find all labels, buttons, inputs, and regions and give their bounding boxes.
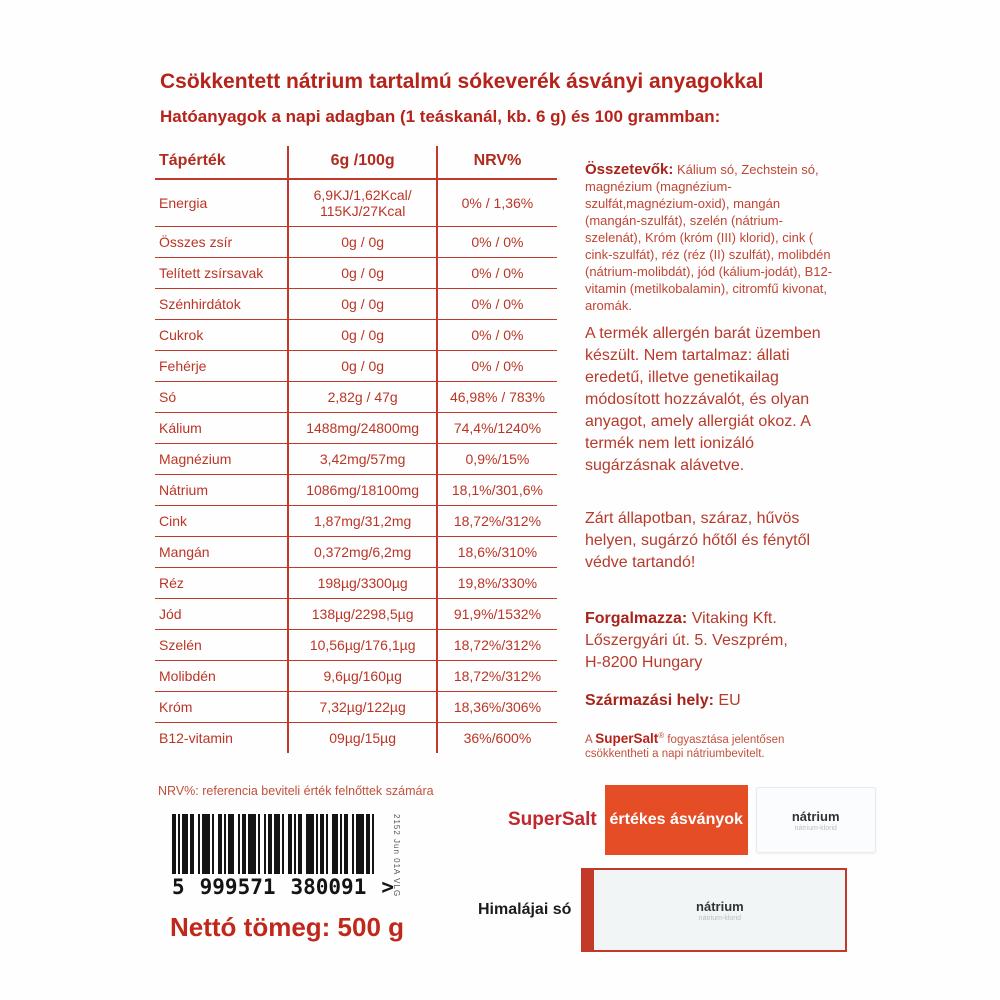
- table-row: Szelén 10,56µg/176,1µg 18,72%/312%: [155, 630, 557, 661]
- supersalt-brand: SuperSalt: [595, 730, 659, 746]
- column-header-amount: 6g /100g: [288, 146, 436, 179]
- storage-paragraph: Zárt állapotban, száraz, hűvös helyen, sugárzó hőtől és fénytől védve tartandó!: [585, 510, 811, 571]
- table-header-row: [155, 146, 557, 179]
- table-row: Kálium 1488mg/24800mg 74,4%/1240%: [155, 413, 557, 444]
- ingredients-label: Összetevők:: [585, 161, 674, 178]
- barcode-digits: [172, 875, 394, 899]
- barcode-digit-group1: 999571: [199, 875, 276, 899]
- distributor-paragraph: Forgalmazza: Vitaking Kft. Lőszergyári út. 5. Veszprém, H-8200 Hungary: [585, 610, 788, 671]
- table-row: Energia 6,9KJ/1,62Kcal/ 115KJ/27Kcal 0% / 1,36%: [155, 179, 557, 227]
- sodium-card-supersalt: [756, 787, 876, 853]
- table-row: Réz 198µg/3300µg 19,8%/330%: [155, 568, 557, 599]
- page-subtitle: Hatóanyagok a napi adagban (1 teáskanál, kb. 6 g) és 100 grammban:: [160, 107, 721, 126]
- nutrition-table-body: [155, 179, 557, 753]
- table-row: Magnézium 3,42mg/57mg 0,9%/15%: [155, 444, 557, 475]
- nutrition-table: [155, 146, 557, 753]
- himalayan-salt-label: Himalájai só: [478, 901, 572, 918]
- sodium-card-subtitle: nátrium-klorid: [794, 824, 837, 832]
- table-row: Cink 1,87mg/31,2mg 18,72%/312%: [155, 506, 557, 537]
- sodium-card2-title: nátrium: [696, 898, 744, 914]
- sodium-card2-subtitle: nátrium-klorid: [698, 914, 742, 922]
- supersalt-note: A SuperSalt® fogyasztása jelentősen csökkentheti a napi nátriumbevitelt.: [585, 730, 785, 761]
- table-row: Fehérje 0g / 0g 0% / 0%: [155, 351, 557, 382]
- sodium-card-title: nátrium: [791, 808, 840, 824]
- table-row: Nátrium 1086mg/18100mg 18,1%/301,6%: [155, 475, 557, 506]
- table-row: Cukrok 0g / 0g 0% / 0%: [155, 320, 557, 351]
- minerals-badge: értékes ásványok: [605, 785, 748, 855]
- logo-row-himalayan: [478, 868, 847, 952]
- barcode-digit-group2: 380091: [290, 875, 367, 899]
- net-weight: Nettó tömeg: 500 g: [170, 912, 405, 942]
- barcode-block: [172, 814, 412, 899]
- table-row: Jód 138µg/2298,5µg 91,9%/1532%: [155, 599, 557, 630]
- page-title: Csökkentett nátrium tartalmú sókeverék ásványi anyagokkal: [160, 70, 764, 93]
- column-header-nutrient: Tápérték: [155, 146, 288, 179]
- table-row: Szénhirdátok 0g / 0g 0% / 0%: [155, 289, 557, 320]
- table-row: Só 2,82g / 47g 46,98% / 783%: [155, 382, 557, 413]
- table-row: Telített zsírsavak 0g / 0g 0% / 0%: [155, 258, 557, 289]
- barcode-digit-left: 5: [172, 875, 185, 899]
- barcode-side-text: 2152 Jun 01A VLG: [392, 814, 401, 898]
- barcode-arrow: >: [381, 875, 394, 899]
- nrv-footnote: NRV%: referencia beviteli érték felnőttek számára: [158, 784, 434, 798]
- allergen-paragraph: A termék allergén barát üzemben készült. Nem tartalmaz: állati eredetű, illetve genetikailag módosított hozzávalót, és olyan anyagot, amely allergiát okoz. A termék nem lett ionizáló sugárzásnak alávetve.: [585, 325, 821, 474]
- red-strip: [583, 870, 594, 950]
- supersalt-logo: SuperSalt: [508, 809, 597, 830]
- sodium-card-himalayan: [581, 868, 847, 952]
- origin-paragraph: Származási hely: EU: [585, 692, 741, 709]
- logo-row-supersalt: [508, 785, 876, 855]
- distributor-label: Forgalmazza:: [585, 610, 688, 627]
- origin-label: Származási hely:: [585, 692, 714, 709]
- barcode-bars: [172, 814, 412, 874]
- table-row: Króm 7,32µg/122µg 18,36%/306%: [155, 692, 557, 723]
- table-row: B12-vitamin 09µg/15µg 36%/600%: [155, 723, 557, 754]
- table-row: Molibdén 9,6µg/160µg 18,72%/312%: [155, 661, 557, 692]
- table-row: Összes zsír 0g / 0g 0% / 0%: [155, 227, 557, 258]
- column-header-nrv: NRV%: [437, 146, 557, 179]
- table-row: Mangán 0,372mg/6,2mg 18,6%/310%: [155, 537, 557, 568]
- ingredients-paragraph: Összetevők: Kálium só, Zechstein só, magnézium (magnézium-szulfát,magnézium-oxid), mangán (mangán-szulfát), szelén (nátrium-szelenát), Króm (króm (III) klorid), cink ( cink-szulfát), réz (réz (II) szulfát), molibdén (nátrium-molibdát), jód (kálium-jodát), B12-vitamin (metilkobalamin), citromfű kivonat, aromák.: [585, 161, 833, 313]
